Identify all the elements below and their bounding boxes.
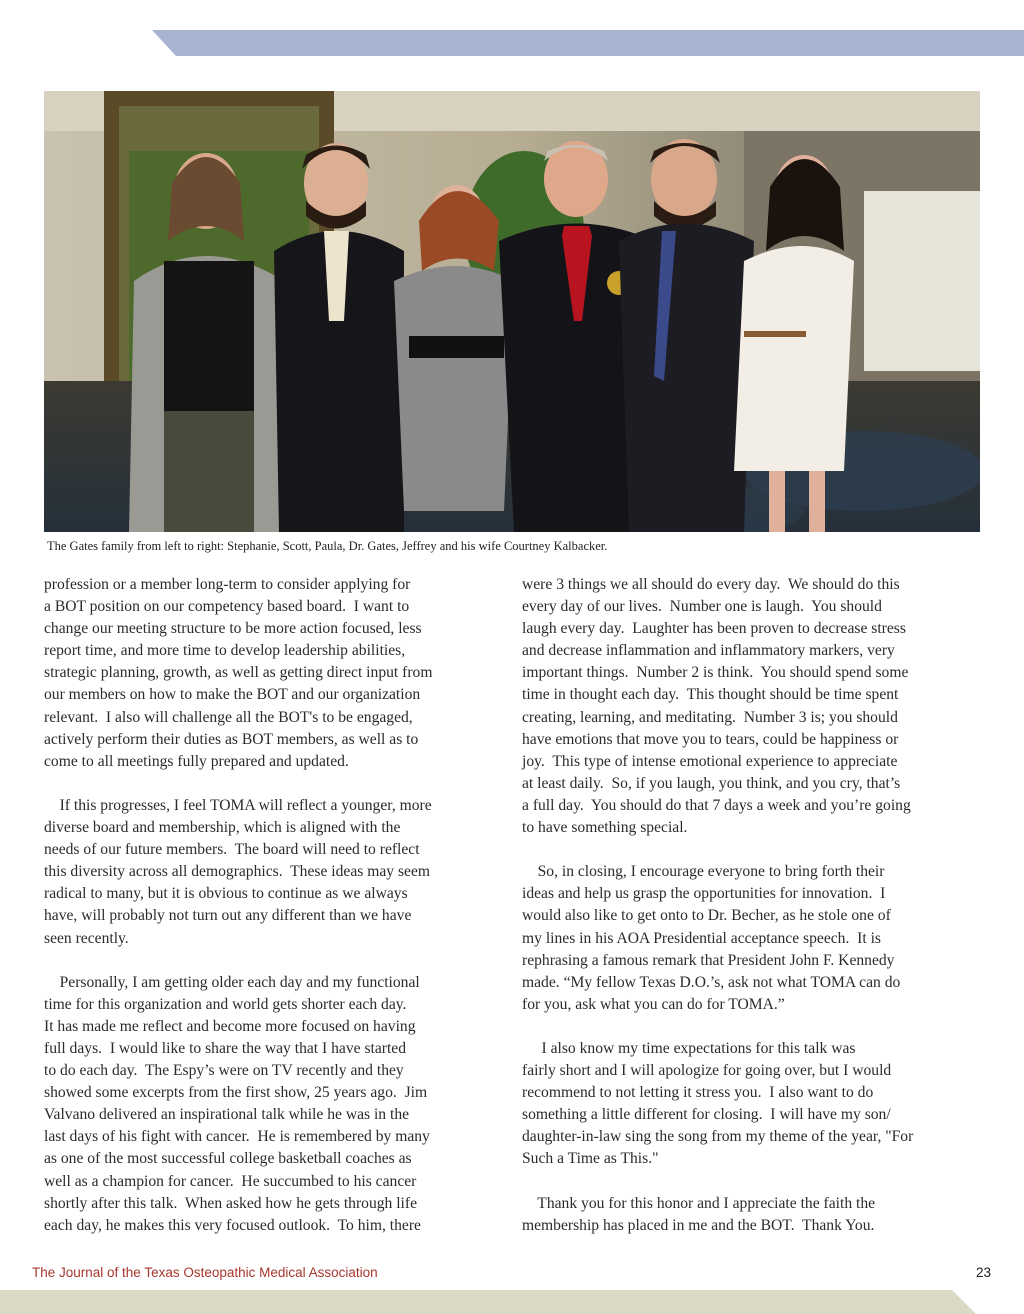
text-line: have, will probably not turn out any different than we have xyxy=(44,907,412,925)
text-line: Such a Time as This." xyxy=(522,1150,659,1168)
text-line: full days. I would like to share the way that I have started xyxy=(44,1039,407,1057)
photo-caption: The Gates family from left to right: Stephanie, Scott, Paula, Dr. Gates, Jeffrey and his wife Courtney Kalbacker. xyxy=(47,539,608,553)
text-line: recommend to not letting it stress you. I also want to do xyxy=(522,1084,874,1102)
text-line: time for this organization and world gets shorter each day. xyxy=(44,995,407,1013)
text-line: were 3 things we all should do every day. We should do this xyxy=(522,576,900,593)
text-line: for you, ask what you can do for TOMA.” xyxy=(522,995,785,1013)
top-decorative-band xyxy=(0,30,1024,56)
text-line: my lines in his AOA Presidential acceptance speech. It is xyxy=(522,929,881,947)
right-text-column xyxy=(522,574,984,1259)
text-line: time in thought each day. This thought should be time spent xyxy=(522,686,899,704)
text-line: as one of the most successful college basketball coaches as xyxy=(44,1150,412,1168)
text-line: Thank you for this honor and I appreciate the faith the xyxy=(522,1194,876,1212)
text-line: So, in closing, I encourage everyone to bring forth their xyxy=(522,863,885,881)
text-line: diverse board and membership, which is aligned with the xyxy=(44,819,401,837)
text-line: well as a champion for cancer. He succumbed to his cancer xyxy=(44,1172,417,1190)
text-line: a BOT position on our competency based board. I want to xyxy=(44,598,410,616)
text-line: strategic planning, growth, as well as getting direct input from xyxy=(44,664,433,682)
text-line: showed some excerpts from the first show, 25 years ago. Jim xyxy=(44,1084,428,1102)
text-line: last days of his fight with cancer. He is remembered by many xyxy=(44,1128,430,1146)
text-line: joy. This type of intense emotional experience to appreciate xyxy=(522,752,898,770)
text-line: and decrease inflammation and inflammatory markers, very xyxy=(522,642,895,660)
text-line: profession or a member long-term to consider applying for xyxy=(44,576,411,593)
text-line: radical to many, but it is obvious to continue as we always xyxy=(44,885,408,903)
paragraph xyxy=(44,795,506,950)
text-line: needs of our future members. The board will need to reflect xyxy=(44,841,420,859)
text-line: made. “My fellow Texas D.O.’s, ask not what TOMA can do xyxy=(522,973,901,991)
paragraph xyxy=(522,1038,984,1171)
text-line: have emotions that move you to tears, could be happiness or xyxy=(522,730,899,748)
text-line: It has made me reflect and become more focused on having xyxy=(44,1017,416,1035)
text-line: fairly short and I will apologize for going over, but I would xyxy=(522,1062,892,1080)
text-line: a full day. You should do that 7 days a week and you’re going xyxy=(522,796,911,814)
page-number: 23 xyxy=(975,1265,991,1280)
text-line: change our meeting structure to be more action focused, less xyxy=(44,620,422,638)
paragraph xyxy=(44,574,506,773)
text-line: to have something special. xyxy=(522,819,688,837)
text-line: our members on how to make the BOT and our organization xyxy=(44,686,421,704)
text-line: come to all meetings fully prepared and updated. xyxy=(44,752,349,770)
text-line: shortly after this talk. When asked how he gets through life xyxy=(44,1194,418,1212)
text-line: actively perform their duties as BOT members, as well as to xyxy=(44,730,419,748)
paragraph xyxy=(522,861,984,1016)
paragraph xyxy=(44,972,506,1237)
text-line: Valvano delivered an inspirational talk while he was in the xyxy=(44,1106,410,1124)
text-line: I also know my time expectations for this talk was xyxy=(522,1039,856,1057)
text-line: relevant. I also will challenge all the BOT's to be engaged, xyxy=(44,708,413,726)
text-line: membership has placed in me and the BOT. Thank You. xyxy=(522,1216,875,1234)
text-line: at least daily. So, if you laugh, you think, and you cry, that’s xyxy=(522,774,901,792)
text-line: daughter-in-law sing the song from my theme of the year, "For xyxy=(522,1128,914,1146)
text-line: this diversity across all demographics. These ideas may seem xyxy=(44,863,430,881)
paragraph xyxy=(522,574,984,839)
text-line: ideas and help us grasp the opportunities for innovation. I xyxy=(522,885,886,903)
text-line: If this progresses, I feel TOMA will reflect a younger, more xyxy=(44,796,432,814)
text-line: important things. Number 2 is think. You should spend some xyxy=(522,664,909,682)
journal-title: The Journal of the Texas Osteopathic Medical Association xyxy=(32,1265,378,1280)
text-line: something a little different for closing. I will have my son/ xyxy=(522,1106,891,1124)
text-line: creating, learning, and meditating. Number 3 is; you should xyxy=(522,708,898,726)
text-line: seen recently. xyxy=(44,929,129,947)
text-line: would also like to get onto to Dr. Becher, as he stole one of xyxy=(522,907,891,925)
text-line: laugh every day. Laughter has been proven to decrease stress xyxy=(522,620,906,638)
group-photo-image xyxy=(44,91,980,532)
text-line: report time, and more time to develop leadership abilities, xyxy=(44,642,406,660)
text-line: every day of our lives. Number one is laugh. You should xyxy=(522,598,882,616)
text-line: to do each day. The Espy’s were on TV recently and they xyxy=(44,1062,404,1080)
paragraph xyxy=(522,1193,984,1237)
group-photo xyxy=(44,91,980,532)
left-text-column xyxy=(44,574,506,1259)
text-line: Personally, I am getting older each day and my functional xyxy=(44,973,420,991)
text-line: each day, he makes this very focused outlook. To him, there xyxy=(44,1216,421,1234)
text-line: rephrasing a famous remark that President John F. Kennedy xyxy=(522,951,895,969)
bottom-decorative-band xyxy=(0,1290,1024,1314)
